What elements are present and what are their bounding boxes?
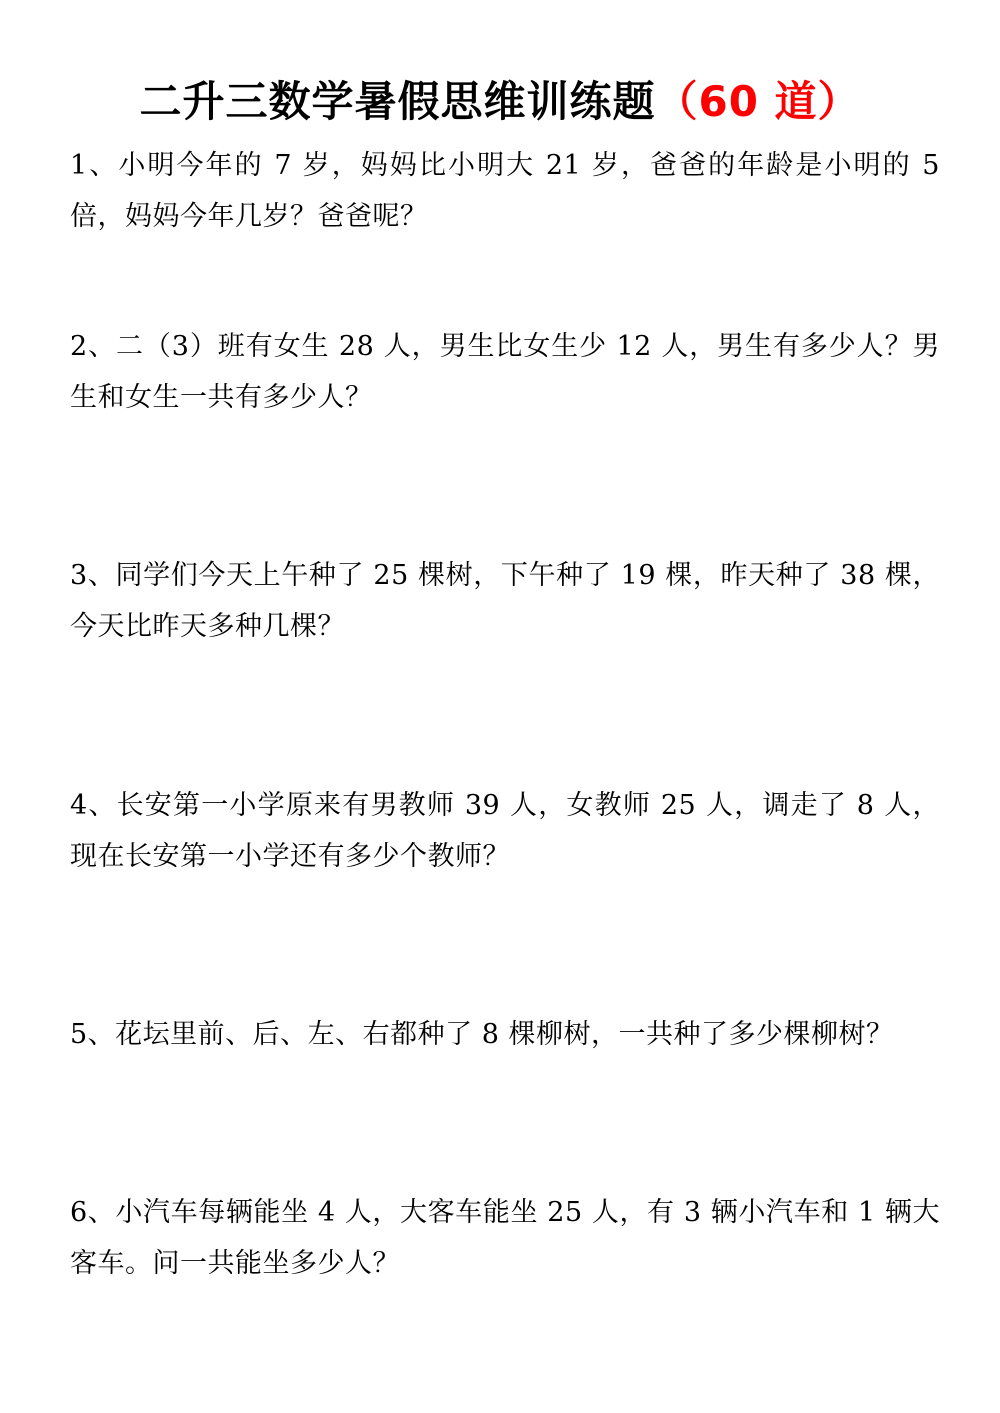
title-count: （60 道） [655, 77, 861, 126]
page-title [0, 70, 1000, 134]
question-3: 3、同学们今天上午种了 25 棵树，下午种了 19 棵，昨天种了 38 棵，今天比昨天多种几棵？ [70, 560, 940, 642]
question-4: 4、长安第一小学原来有男教师 39 人，女教师 25 人，调走了 8 人，现在长安第一小学还有多少个教师？ [70, 790, 940, 872]
question-2: 2、二（3）班有女生 28 人，男生比女生少 12 人，男生有多少人？男生和女生一共有多少人？ [70, 331, 940, 413]
question-5: 5、花坛里前、后、左、右都种了 8 棵柳树，一共种了多少棵柳树？ [70, 1019, 894, 1050]
title-main: 二升三数学暑假思维训练题 [139, 77, 656, 126]
question-1: 1、小明今年的 7 岁，妈妈比小明大 21 岁，爸爸的年龄是小明的 5 倍，妈妈今年几岁？爸爸呢？ [70, 150, 940, 232]
question-6: 6、小汽车每辆能坐 4 人，大客车能坐 25 人，有 3 辆小汽车和 1 辆大客车。问一共能坐多少人？ [70, 1197, 940, 1279]
